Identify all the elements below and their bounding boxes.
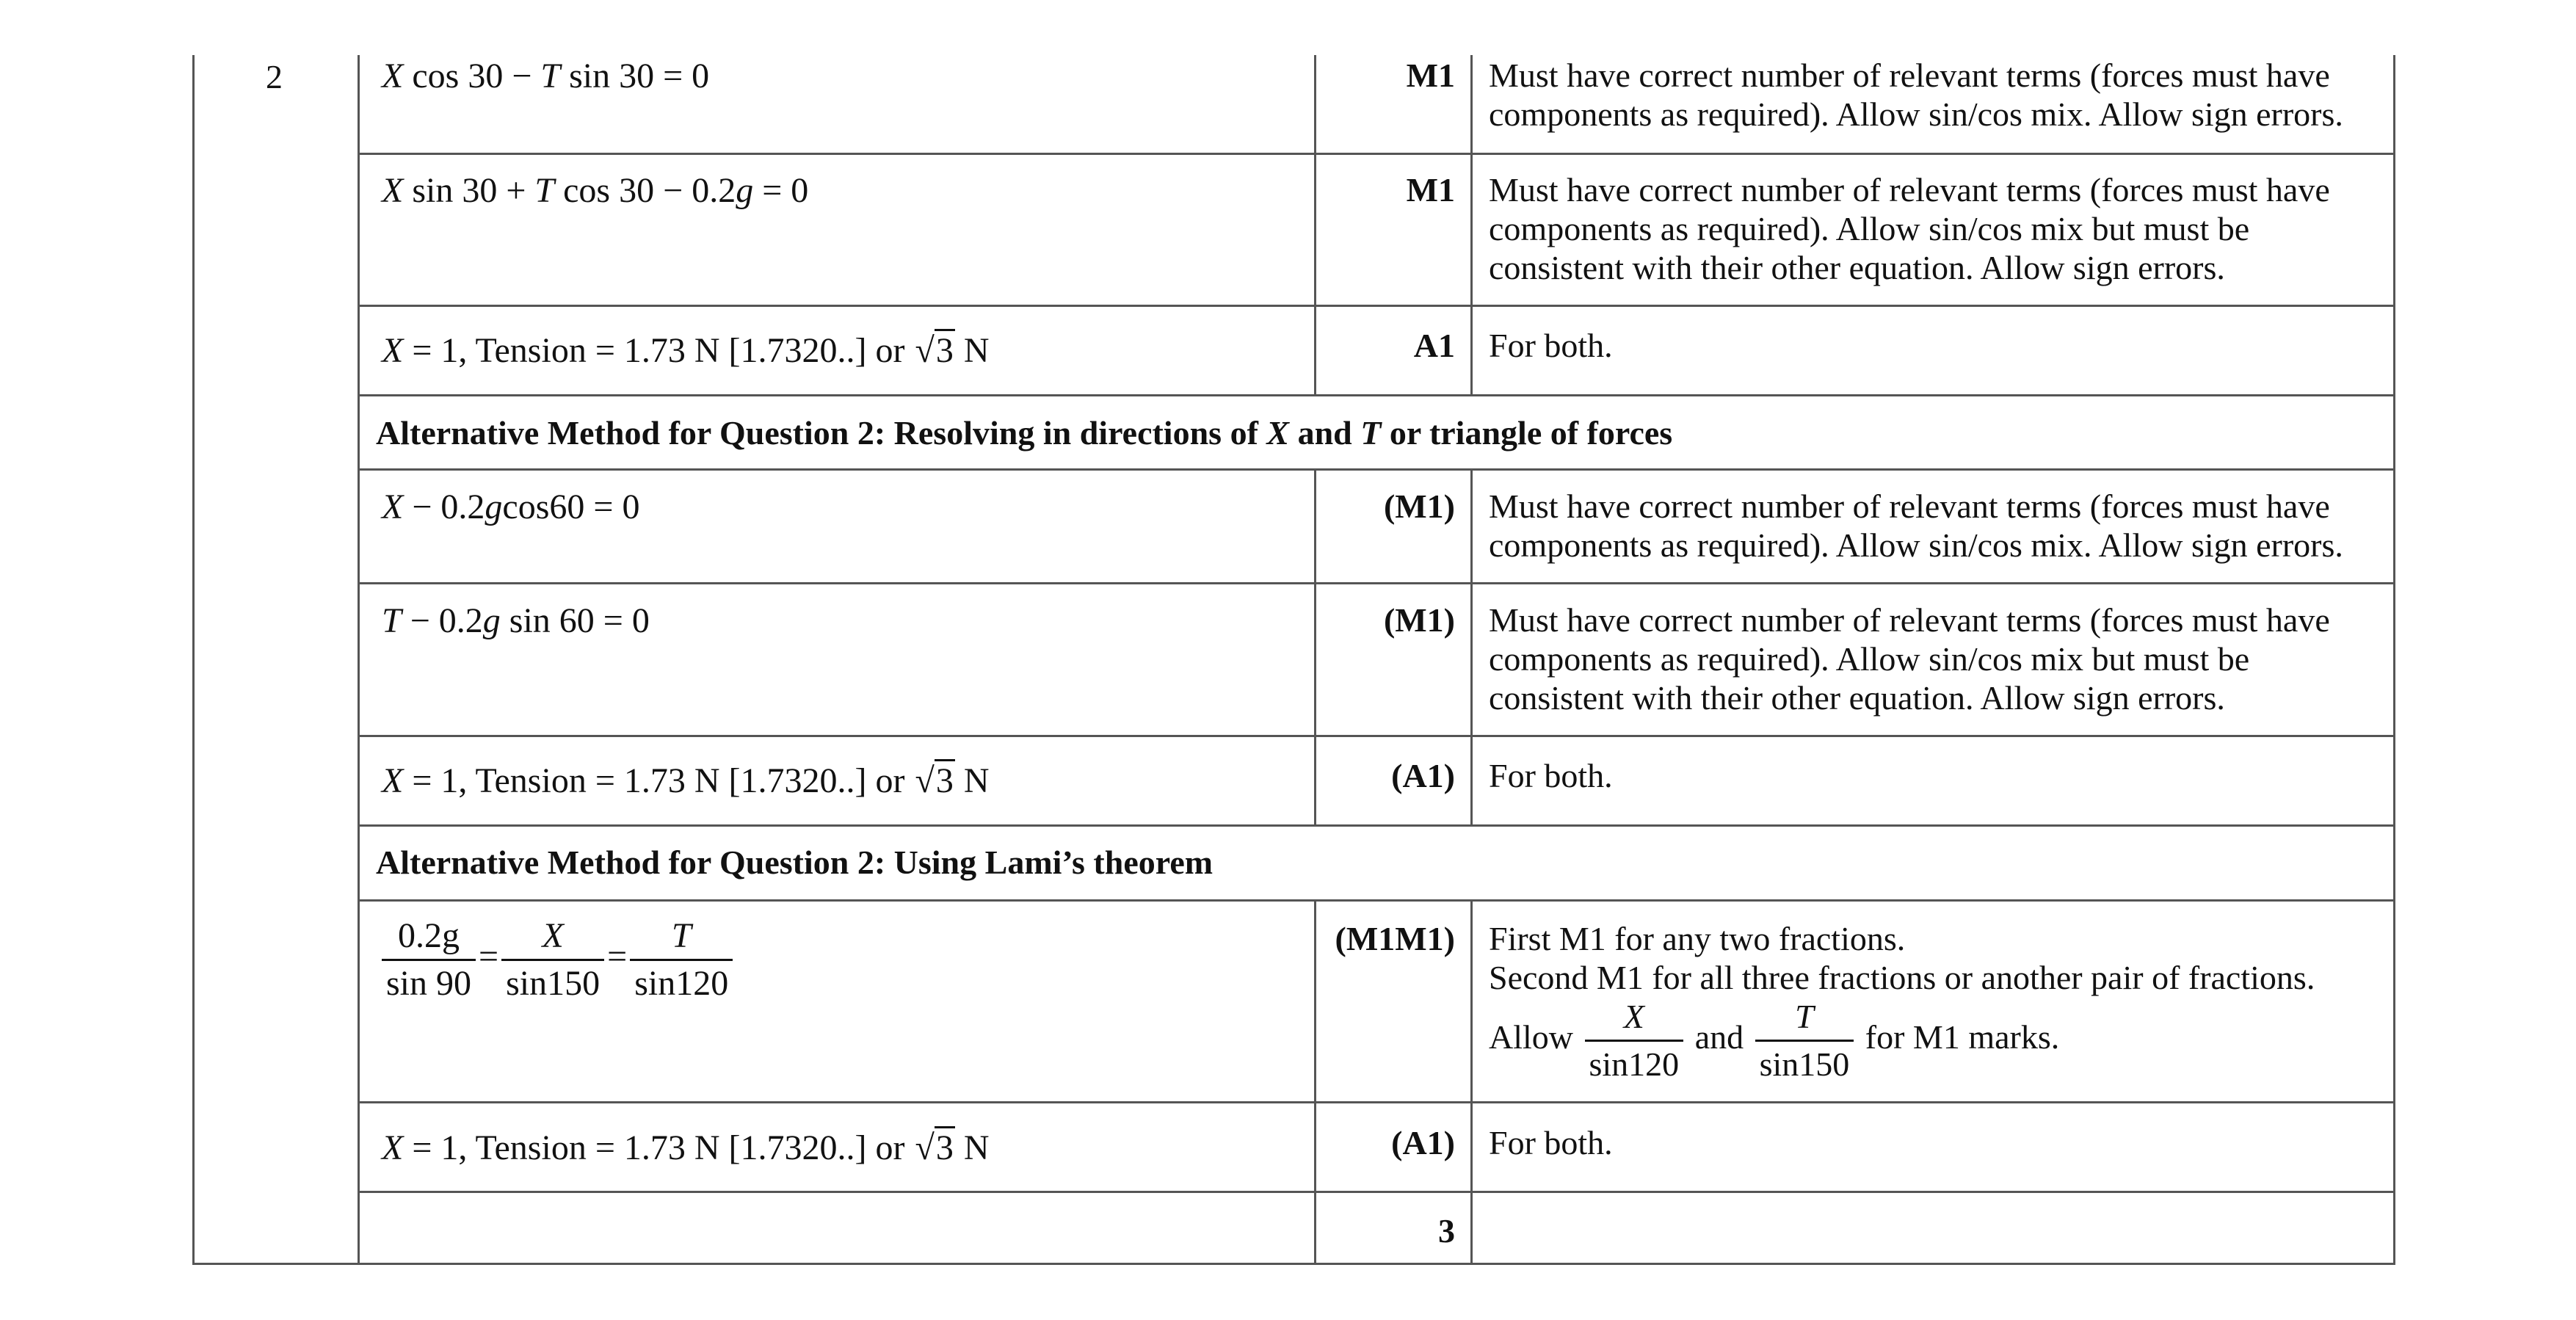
fraction-denominator: sin120: [1589, 1045, 1680, 1083]
math-var: g: [736, 171, 754, 210]
guidance-line: components as required). Allow sin/cos mix but must be: [1489, 210, 2250, 247]
math-var: X: [382, 171, 404, 210]
row-divider: [358, 305, 2395, 307]
guidance-line: consistent with their other equation. Allow sign errors.: [1489, 679, 2225, 717]
math-term: cos60: [502, 487, 585, 526]
table-border-right: [2393, 55, 2395, 1263]
math-var: g: [482, 601, 501, 640]
math-var: X: [382, 761, 404, 800]
math-var: X: [382, 487, 404, 526]
mark-value: (A1): [1391, 1124, 1455, 1161]
guidance-line: Must have correct number of relevant terms (forces must have: [1489, 601, 2330, 639]
row-divider: [358, 899, 2395, 902]
math-var: T: [534, 171, 555, 210]
math-term: 0.2: [692, 171, 736, 210]
guidance-allow-line: [1489, 998, 2059, 1083]
guidance-line: For both.: [1489, 1124, 1613, 1161]
fraction-numerator: X: [1585, 998, 1684, 1042]
table-border-marks: [1470, 470, 1473, 826]
guidance-line: components as required). Allow sin/cos mix. Allow sign errors.: [1489, 95, 2343, 133]
guidance-line: First M1 for any two fractions.: [1489, 920, 1906, 957]
fraction-numerator: T: [630, 918, 733, 961]
guidance-text: [1489, 487, 2343, 565]
fraction: [630, 918, 733, 1002]
fraction: [501, 918, 604, 1002]
guidance-text: [1489, 326, 1613, 365]
mark-value: (M1): [1383, 487, 1455, 525]
math-var: X: [382, 331, 404, 370]
math-term: sin 30: [569, 57, 655, 95]
alt-header-var: T: [1360, 414, 1382, 452]
math-term: 0.2: [440, 487, 485, 526]
guidance-line: For both.: [1489, 327, 1613, 364]
guidance-text: [1489, 56, 2343, 134]
math-var: T: [540, 57, 561, 95]
table-border-answer: [1314, 901, 1316, 1263]
table-border-bottom: [192, 1263, 2395, 1265]
alternative-method-header: [376, 413, 1672, 452]
sqrt-radicand: 3: [935, 1126, 955, 1167]
mark-value: (A1): [1391, 757, 1455, 794]
guidance-text: [1489, 601, 2330, 717]
row-divider: [358, 1191, 2395, 1193]
math-unit: N: [963, 761, 990, 800]
answer-equation: [382, 1128, 990, 1169]
math-term: = 0: [762, 171, 809, 210]
sqrt-sign: √: [915, 1128, 935, 1167]
total-marks: 3: [1438, 1212, 1455, 1250]
fraction-numerator: T: [1755, 998, 1854, 1042]
fraction-denominator: sin 90: [386, 964, 472, 1003]
sqrt-radicand: 3: [935, 759, 955, 800]
row-divider: [358, 1101, 2395, 1103]
table-border-answer: [1314, 55, 1316, 396]
fraction: [382, 918, 476, 1002]
table-border-marks: [1470, 55, 1473, 396]
answer-equation: [382, 601, 650, 642]
math-var: T: [382, 601, 402, 640]
fraction-denominator: sin150: [1759, 1045, 1850, 1083]
row-divider: [358, 153, 2395, 155]
guidance-text: [1489, 919, 2315, 997]
math-op: =: [479, 937, 499, 976]
guidance-line: For both.: [1489, 757, 1613, 794]
guidance-text: and: [1694, 1018, 1744, 1056]
row-divider: [358, 394, 2395, 396]
square-root: [914, 761, 955, 802]
alt-header-text: or triangle of forces: [1389, 414, 1673, 452]
math-op: +: [506, 171, 526, 210]
guidance-text: for M1 marks.: [1865, 1018, 2060, 1056]
math-term: = 0: [603, 601, 650, 640]
math-term: 0.2: [438, 601, 483, 640]
math-term: sin 60: [509, 601, 595, 640]
math-unit: N: [963, 1128, 990, 1167]
row-divider: [358, 468, 2395, 471]
guidance-line: components as required). Allow sin/cos mix but must be: [1489, 640, 2250, 678]
guidance-line: Must have correct number of relevant terms (forces must have: [1489, 57, 2330, 94]
fraction: [1585, 998, 1684, 1083]
guidance-line: components as required). Allow sin/cos mix. Allow sign errors.: [1489, 526, 2343, 564]
mark-value: A1: [1413, 327, 1455, 364]
answer-equation: [382, 487, 639, 528]
sqrt-sign: √: [915, 761, 935, 800]
square-root: [914, 330, 955, 371]
alt-header-text: Alternative Method for Question 2: Resolving in directions of: [376, 414, 1258, 452]
fraction-numerator: X: [501, 918, 604, 961]
fraction: [1755, 998, 1854, 1083]
guidance-line: Second M1 for all three fractions or another pair of fractions.: [1489, 959, 2315, 996]
guidance-line: consistent with their other equation. Allow sign errors.: [1489, 249, 2225, 286]
fraction-denominator: sin120: [634, 964, 729, 1003]
math-term: = 0: [593, 487, 640, 526]
answer-equation: [379, 918, 736, 1002]
table-border-left: [192, 55, 195, 1263]
alternative-method-header: Alternative Method for Question 2: Using Lami’s theorem: [376, 844, 1213, 881]
table-border-answer: [1314, 470, 1316, 826]
row-divider: [358, 582, 2395, 584]
math-var: g: [485, 487, 503, 526]
alt-header-text: and: [1297, 414, 1352, 452]
fraction-denominator: sin150: [506, 964, 601, 1003]
table-border-marks: [1470, 901, 1473, 1263]
math-op: −: [412, 487, 432, 526]
math-term: cos 30: [563, 171, 655, 210]
math-term: = 1, Tension = 1.73 N [1.7320..] or: [412, 761, 905, 800]
row-divider: [358, 824, 2395, 827]
guidance-text: [1489, 170, 2330, 287]
math-term: = 1, Tension = 1.73 N [1.7320..] or: [412, 331, 905, 370]
mark-value: M1: [1406, 57, 1455, 94]
answer-equation: [382, 56, 709, 97]
sqrt-sign: √: [915, 331, 935, 370]
math-unit: N: [963, 331, 990, 370]
math-term: = 0: [663, 57, 710, 95]
table-border-qcol: [358, 55, 360, 1263]
math-op: −: [663, 171, 683, 210]
mark-value: (M1M1): [1335, 920, 1455, 957]
math-var: X: [382, 57, 404, 95]
mark-value: M1: [1406, 171, 1455, 208]
guidance-text: Allow: [1489, 1018, 1573, 1056]
row-divider: [358, 735, 2395, 737]
mark-value: (M1): [1383, 601, 1455, 639]
math-op: −: [512, 57, 532, 95]
math-term: sin 30: [412, 171, 498, 210]
answer-equation: [382, 170, 808, 211]
math-term: = 1, Tension = 1.73 N [1.7320..] or: [412, 1128, 905, 1167]
guidance-line: Must have correct number of relevant terms (forces must have: [1489, 487, 2330, 525]
math-var: X: [382, 1128, 404, 1167]
answer-equation: [382, 761, 990, 802]
guidance-text: [1489, 756, 1613, 795]
question-number: 2: [266, 58, 283, 95]
math-term: cos 30: [412, 57, 504, 95]
alt-header-var: X: [1266, 414, 1290, 452]
sqrt-radicand: 3: [935, 329, 955, 370]
fraction-numerator: 0.2g: [382, 918, 476, 961]
answer-equation: [382, 330, 990, 371]
square-root: [914, 1128, 955, 1169]
guidance-text: [1489, 1123, 1613, 1162]
guidance-line: Must have correct number of relevant terms (forces must have: [1489, 171, 2330, 208]
math-op: −: [410, 601, 430, 640]
math-op: =: [607, 937, 628, 976]
